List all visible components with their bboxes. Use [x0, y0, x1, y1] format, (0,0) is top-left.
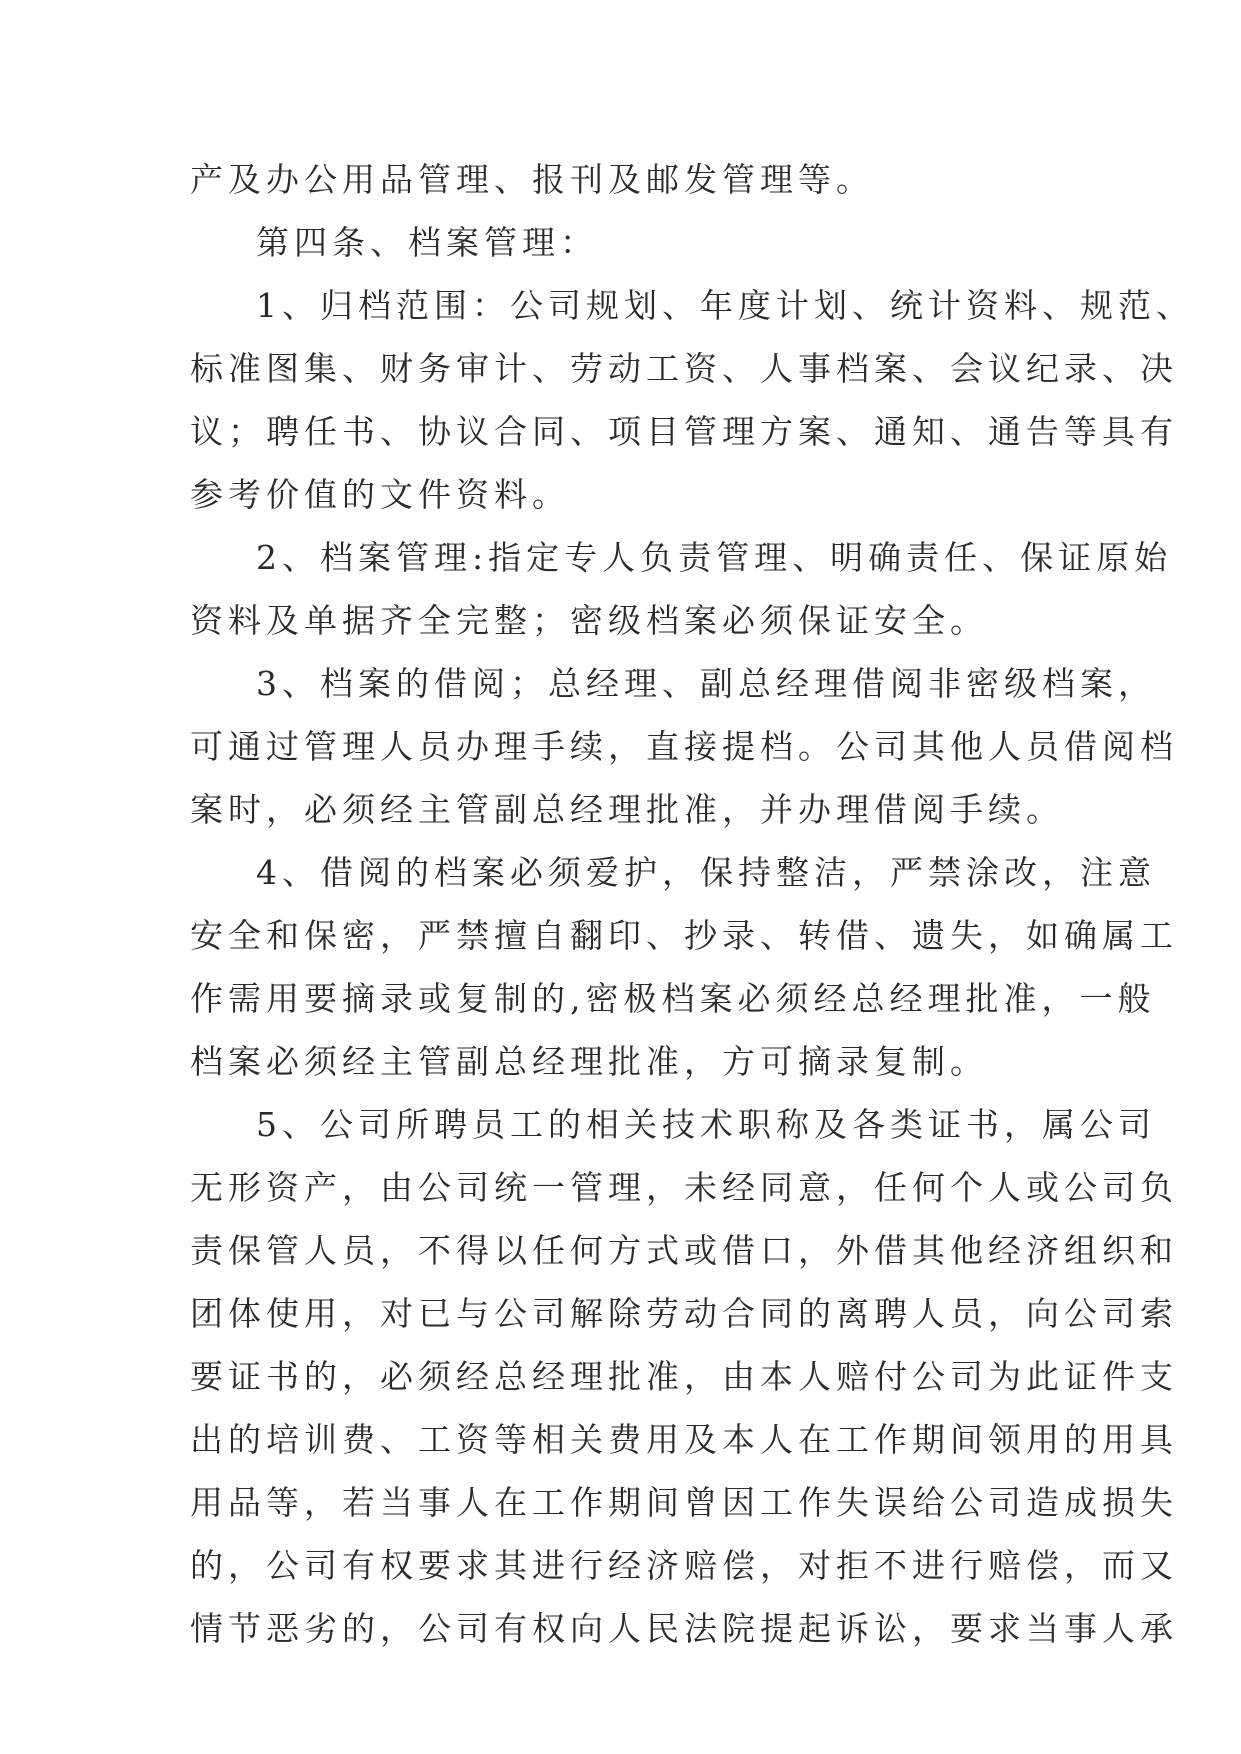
text-line: 2、档案管理:指定专人负责管理、明确责任、保证原始 [256, 538, 1173, 577]
text-line: 可通过管理人员办理手续，直接提档。公司其他人员借阅档 [190, 727, 1178, 766]
text-line: 用品等，若当事人在工作期间曾因工作失误给公司造成损失 [190, 1483, 1178, 1522]
text-line: 标准图集、财务审计、劳动工资、人事档案、会议纪录、决 [190, 349, 1178, 388]
text-line: 情节恶劣的，公司有权向人民法院提起诉讼，要求当事人承 [190, 1609, 1178, 1648]
text-line: 档案必须经主管副总经理批准，方可摘录复制。 [190, 1042, 988, 1081]
text-line: 资料及单据齐全完整；密级档案必须保证安全。 [190, 601, 988, 640]
text-line: 4、借阅的档案必须爱护，保持整洁，严禁涂改，注意 [256, 853, 1156, 892]
text-line: 案时，必须经主管副总经理批准，并办理借阅手续。 [190, 790, 1064, 829]
text-line: 作需用要摘录或复制的,密极档案必须经总经理批准，一般 [190, 979, 1156, 1018]
text-line: 责保管人员，不得以任何方式或借口，外借其他经济组织和 [190, 1231, 1178, 1270]
text-line: 无形资产，由公司统一管理，未经同意，任何个人或公司负 [190, 1168, 1178, 1207]
text-line: 议；聘任书、协议合同、项目管理方案、通知、通告等具有 [190, 412, 1178, 451]
text-line: 安全和保密，严禁擅自翻印、抄录、转借、遗失，如确属工 [190, 916, 1178, 955]
text-line: 出的培训费、工资等相关费用及本人在工作期间领用的用具 [190, 1420, 1178, 1459]
text-line: 参考价值的文件资料。 [190, 475, 570, 514]
text-line: 5、公司所聘员工的相关技术职称及各类证书，属公司 [256, 1105, 1156, 1144]
text-line: 3、档案的借阅；总经理、副总经理借阅非密级档案， [256, 664, 1156, 703]
section-heading: 第四条、档案管理： [256, 223, 598, 262]
text-line: 的，公司有权要求其进行经济赔偿，对拒不进行赔偿，而又 [190, 1546, 1178, 1585]
text-line: 团体使用，对已与公司解除劳动合同的离聘人员，向公司索 [190, 1294, 1178, 1333]
document-body [190, 148, 1194, 1660]
text-line: 产及办公用品管理、报刊及邮发管理等。 [190, 160, 874, 199]
text-line: 1、归档范围：公司规划、年度计划、统计资料、规范、 [256, 286, 1194, 325]
text-line: 要证书的，必须经总经理批准，由本人赔付公司为此证件支 [190, 1357, 1178, 1396]
